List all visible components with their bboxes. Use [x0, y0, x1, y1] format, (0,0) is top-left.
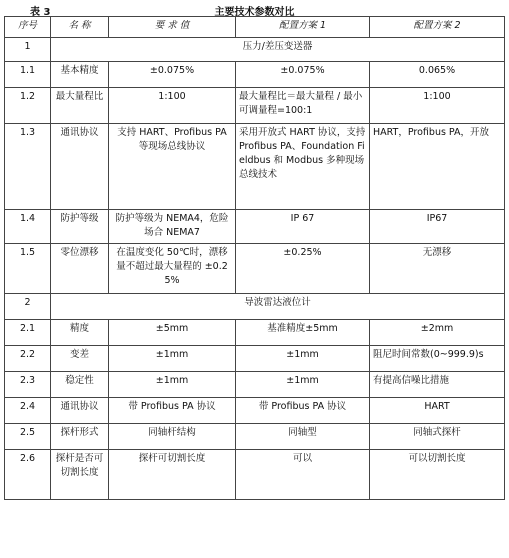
row-option-2: HART — [370, 398, 505, 424]
table-row — [5, 372, 505, 398]
row-index: 1.3 — [5, 124, 51, 210]
section-title: 压力/差压变送器 — [51, 38, 505, 62]
table-row — [5, 424, 505, 450]
row-index: 2.3 — [5, 372, 51, 398]
row-name: 精度 — [51, 320, 109, 346]
table-row — [5, 398, 505, 424]
row-option-1: 同轴型 — [236, 424, 370, 450]
table-row — [5, 320, 505, 346]
row-name: 最大量程比 — [51, 88, 109, 124]
row-option-1: 带 Profibus PA 协议 — [236, 398, 370, 424]
table-row — [5, 124, 505, 210]
row-index: 2.1 — [5, 320, 51, 346]
row-option-2: HART，Profibus PA，开放 — [370, 124, 505, 210]
table-row — [5, 210, 505, 244]
row-index: 2.4 — [5, 398, 51, 424]
row-option-1: 最大量程比＝最大量程 / 最小可调量程=100:1 — [236, 88, 370, 124]
row-requirement: ±0.075% — [109, 62, 236, 88]
header-name: 名 称 — [51, 17, 109, 38]
table-title: 主要技术参数对比 — [214, 7, 295, 18]
row-requirement: 带 Profibus PA 协议 — [109, 398, 236, 424]
row-option-1: 采用开放式 HART 协议，支持 Profibus PA、Foundation Fieldbus 和 Modbus 多种现场总线技术 — [236, 124, 370, 210]
row-option-1: ±0.25% — [236, 244, 370, 294]
row-name: 防护等级 — [51, 210, 109, 244]
row-name: 稳定性 — [51, 372, 109, 398]
row-name: 通讯协议 — [51, 398, 109, 424]
row-option-1: ±1mm — [236, 346, 370, 372]
table-row — [5, 450, 505, 500]
row-option-1: ±1mm — [236, 372, 370, 398]
header-option-2: 配置方案 2 — [370, 17, 505, 38]
table-row — [5, 244, 505, 294]
table-row — [5, 88, 505, 124]
row-index: 1.2 — [5, 88, 51, 124]
row-option-2: 可以切割长度 — [370, 450, 505, 500]
row-requirement: ±1mm — [109, 372, 236, 398]
row-index: 1.5 — [5, 244, 51, 294]
row-option-2: 无漂移 — [370, 244, 505, 294]
row-name: 探杆形式 — [51, 424, 109, 450]
row-index: 1.1 — [5, 62, 51, 88]
row-requirement: 支持 HART、Profibus PA 等现场总线协议 — [109, 124, 236, 210]
table-caption — [0, 2, 509, 16]
table-row — [5, 62, 505, 88]
row-name: 通讯协议 — [51, 124, 109, 210]
row-requirement: 防护等级为 NEMA4，危险场合 NEMA7 — [109, 210, 236, 244]
section-title: 导波雷达液位计 — [51, 294, 505, 320]
header-row — [5, 17, 505, 38]
table-row — [5, 346, 505, 372]
row-option-2: 阻尼时间常数(0~999.9)s — [370, 346, 505, 372]
row-index: 2.6 — [5, 450, 51, 500]
header-index: 序号 — [5, 17, 51, 38]
row-requirement: ±5mm — [109, 320, 236, 346]
row-option-2: IP67 — [370, 210, 505, 244]
row-index: 2.2 — [5, 346, 51, 372]
row-requirement: 同轴杆结构 — [109, 424, 236, 450]
row-option-1: 基准精度±5mm — [236, 320, 370, 346]
section-row — [5, 294, 505, 320]
row-index: 2 — [5, 294, 51, 320]
header-requirement: 要 求 值 — [109, 17, 236, 38]
row-name: 变差 — [51, 346, 109, 372]
row-name: 基本精度 — [51, 62, 109, 88]
parameter-comparison-table — [4, 16, 505, 500]
row-option-2: 0.065% — [370, 62, 505, 88]
header-option-1: 配置方案 1 — [236, 17, 370, 38]
row-option-2: 同轴式探杆 — [370, 424, 505, 450]
row-option-1: 可以 — [236, 450, 370, 500]
row-requirement: 1:100 — [109, 88, 236, 124]
row-requirement: 在温度变化 50℃时，漂移量不超过最大量程的 ±0.25% — [109, 244, 236, 294]
row-requirement: ±1mm — [109, 346, 236, 372]
row-index: 1.4 — [5, 210, 51, 244]
row-option-2: 有提高信噪比措施 — [370, 372, 505, 398]
row-option-2: 1:100 — [370, 88, 505, 124]
table-number: 表 3 — [30, 7, 51, 18]
row-name: 零位漂移 — [51, 244, 109, 294]
row-option-2: ±2mm — [370, 320, 505, 346]
row-requirement: 探杆可切割长度 — [109, 450, 236, 500]
row-option-1: ±0.075% — [236, 62, 370, 88]
row-option-1: IP 67 — [236, 210, 370, 244]
row-index: 1 — [5, 38, 51, 62]
row-index: 2.5 — [5, 424, 51, 450]
row-name: 探杆是否可切割长度 — [51, 450, 109, 500]
section-row — [5, 38, 505, 62]
